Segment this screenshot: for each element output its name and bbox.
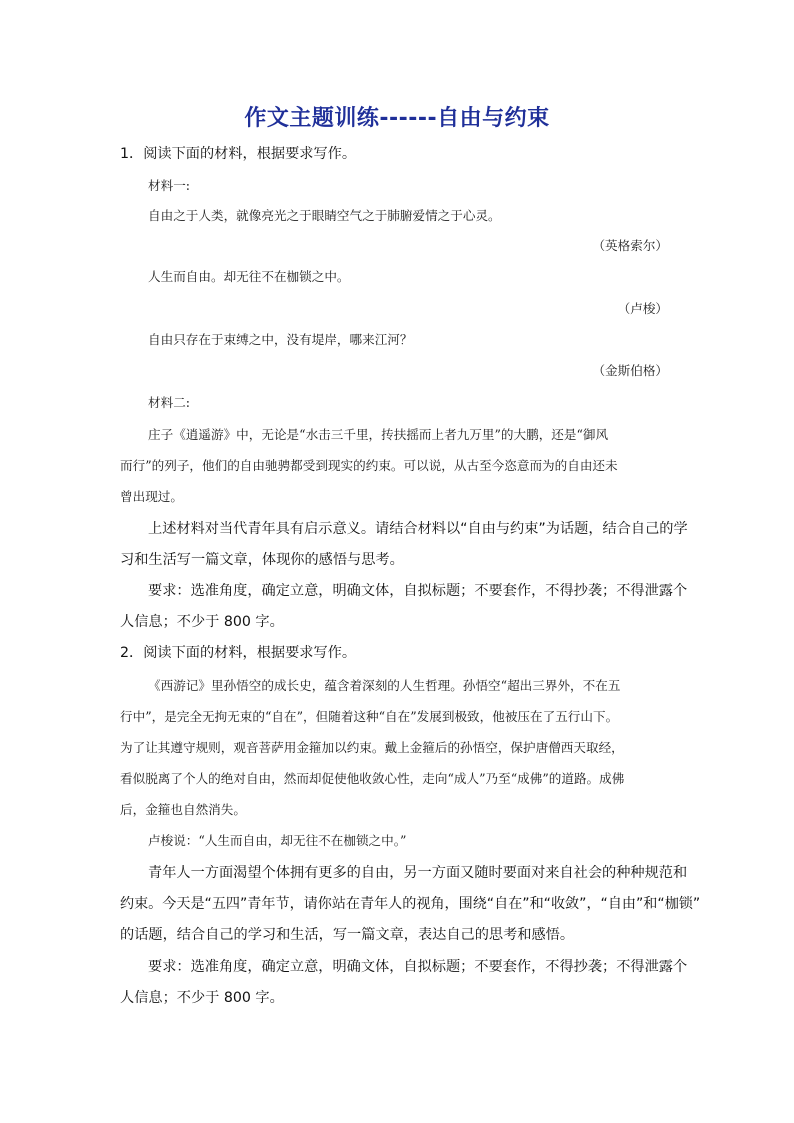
q1-material1-label: 材料一: bbox=[148, 178, 191, 193]
q1-requirement-line-2: 人信息；不少于 800 字。 bbox=[120, 614, 284, 630]
q1-material2-line-3: 曾出现过。 bbox=[120, 489, 183, 504]
q2-paragraph1-line-4: 看似脱离了个人的绝对自由，然而却促使他收敛心性，走向“成人”乃至“成佛”的道路。成佛 bbox=[120, 771, 625, 786]
q2-paragraph1-line-2: 行中”，是完全无拘无束的“自在”，但随着这种“自在”发展到极致，他被压在了五行山下。 bbox=[120, 709, 619, 724]
q1-attribution-3: （金斯伯格） bbox=[592, 363, 668, 378]
q2-requirement-line-2: 人信息；不少于 800 字。 bbox=[120, 990, 284, 1006]
q1-material2-label: 材料二: bbox=[148, 395, 191, 410]
q2-paragraph1-line-5: 后，金箍也自然消失。 bbox=[120, 802, 246, 817]
document-title: 作文主题训练------自由与约束 bbox=[244, 106, 550, 131]
q1-quote-1: 自由之于人类，就像亮光之于眼睛空气之于肺腑爱情之于心灵。 bbox=[148, 208, 501, 223]
q2-prompt-line-1: 青年人一方面渴望个体拥有更多的自由，另一方面又随时要面对来自社会的种种规范和 bbox=[148, 865, 688, 881]
q1-quote-2: 人生而自由。却无往不在枷锁之中。 bbox=[148, 269, 350, 284]
q2-heading: 2．阅读下面的材料，根据要求写作。 bbox=[120, 645, 357, 661]
q1-attribution-2: （卢梭） bbox=[617, 301, 668, 316]
q2-paragraph1-line-1: 《西游记》里孙悟空的成长史，蕴含着深刻的人生哲理。孙悟空“超出三界外，不在五 bbox=[148, 678, 621, 693]
q1-prompt-line-1: 上述材料对当代青年具有启示意义。请结合材料以“自由与约束”为话题，结合自己的学 bbox=[148, 521, 688, 537]
q1-requirement-line-1: 要求：选准角度，确定立意，明确文体，自拟标题；不要套作，不得抄袭；不得泄露个 bbox=[148, 583, 688, 599]
q1-attribution-1: （英格索尔） bbox=[592, 238, 668, 253]
q1-prompt-line-2: 习和生活写一篇文章，体现你的感悟与思考。 bbox=[120, 552, 404, 568]
q1-heading: 1．阅读下面的材料，根据要求写作。 bbox=[120, 146, 357, 162]
q1-quote-3: 自由只存在于束缚之中，没有堤岸，哪来江河？ bbox=[148, 332, 413, 347]
q1-material2-line-2: 而行”的列子，他们的自由驰骋都受到现实的约束。可以说，从古至今恣意而为的自由还未 bbox=[120, 458, 618, 473]
q2-paragraph1-line-3: 为了让其遵守规则，观音菩萨用金箍加以约束。戴上金箍后的孙悟空，保护唐僧西天取经， bbox=[120, 740, 624, 755]
q2-prompt-line-2: 约束。今天是“五四”青年节，请你站在青年人的视角，围绕“自在”和“收敛”，“自由”和“枷锁” bbox=[120, 896, 701, 912]
q2-requirement-line-1: 要求：选准角度，确定立意，明确文体，自拟标题；不要套作，不得抄袭；不得泄露个 bbox=[148, 959, 688, 975]
q2-prompt-line-3: 的话题，结合自己的学习和生活，写一篇文章，表达自己的思考和感悟。 bbox=[120, 927, 575, 943]
q1-material2-line-1: 庄子《逍遥游》中，无论是“水击三千里，抟扶摇而上者九万里”的大鹏，还是“御风 bbox=[148, 427, 609, 442]
q2-rousseau-quote: 卢梭说：“人生而自由，却无往不在枷锁之中。” bbox=[148, 833, 407, 848]
